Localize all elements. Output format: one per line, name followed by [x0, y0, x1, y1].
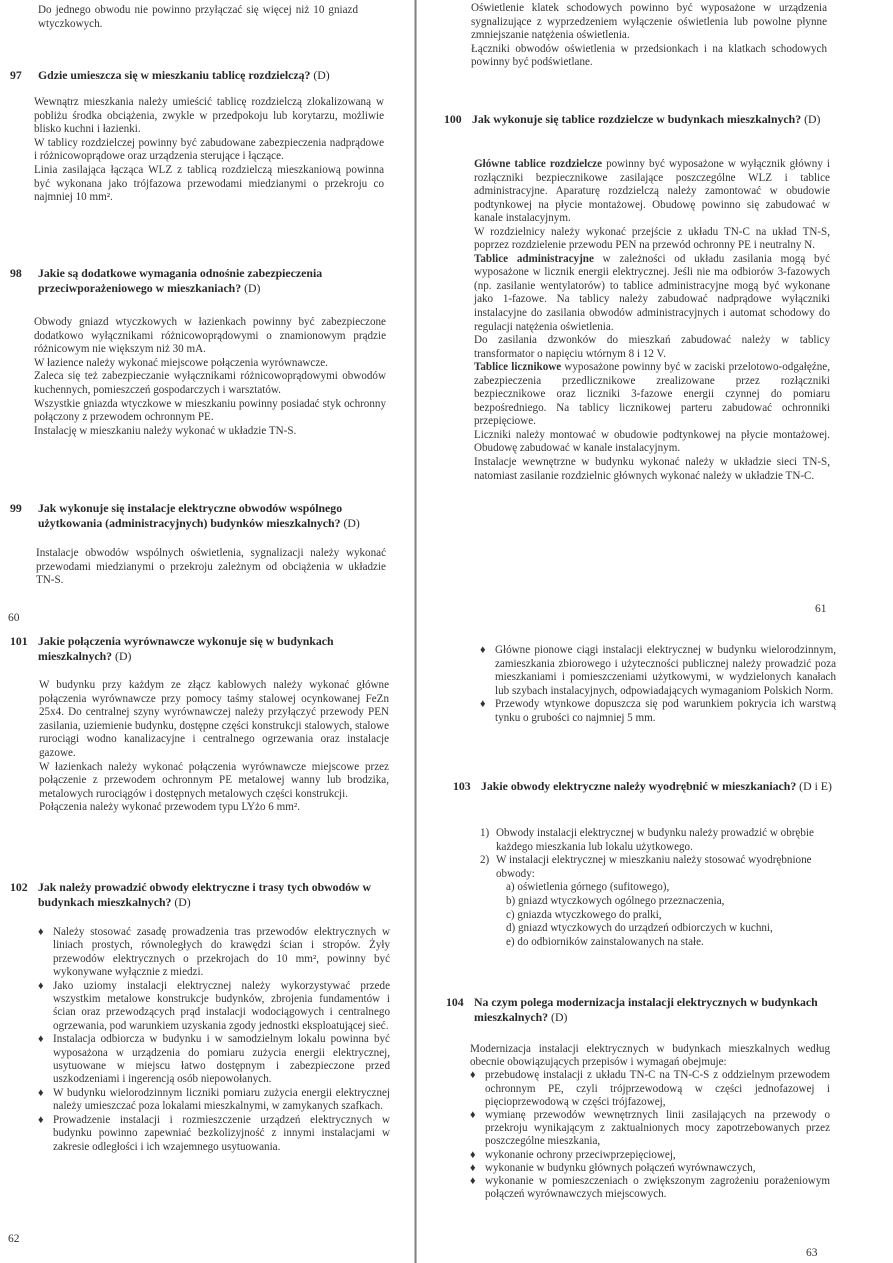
- answer-98: Obwody gniazd wtyczkowych w łazienkach powinny być zabezpieczone dodatkowo wyłącznikami różnicowoprądowymi o znamionowym prądzie różnicowym nie większym niż 30 mA. W łazience należy wykonać miejscowe połączenia wyrównawcze. Zaleca się też zabezpieczanie wyłącznikami różnicowoprądowymi obwodów kuchennych, pomieszczeń gospodarczych i warsztatów. Wszystkie gniazda wtyczkowe w mieszkaniu powinny posiadać styk ochronny połączony z przewodem ochronnym PE. Instalację w mieszkaniu należy wykonać w układzie TN-S.: [34, 316, 386, 437]
- question-number: 101: [10, 634, 28, 648]
- question-104: [446, 995, 834, 1024]
- page-number: 62: [8, 1233, 20, 1245]
- answer-104: Modernizacja instalacji elektrycznych w budynkach mieszkalnych według obecnie obowiązujących przepisów i wymagań obejmuje: ♦ przebudowę instalacji z układu TN-C na TN-C-S z oddzielnym przewodem ochronnym PE, czyli trójprzewodową w części jednofazowej i pięcioprzewodową w części trójfazowej, ♦ wymianę przewodów wewnętrznych linii zasilających na przewody o przekroju wynikającym z zaktualnionych mocy zapotrzebowanych przez poszczególne mieszkania, ♦ wykonanie ochrony przeciwprzepięciowej, ♦ wykonanie w budynku głównych połączeń wyrównawczych, ♦ wykonanie w pomieszczeniach o zwiększonym zagrożeniu porażeniowym połączeń wyrównawczych miejscowych.: [470, 1043, 830, 1201]
- question-level: (D): [804, 112, 821, 126]
- list-item: 2) W instalacji elektrycznej w mieszkaniu należy stosować wyodrębnione obwody:: [480, 854, 812, 880]
- question-text: Gdzie umieszcza się w mieszkaniu tablicę rozdzielczą?: [38, 68, 311, 82]
- question-number: 100: [444, 112, 462, 126]
- list-item: c) gniazda wtyczkowego do pralki,: [506, 908, 662, 921]
- list-item: e) do odbiorników zainstalowanych na stałe.: [506, 935, 704, 948]
- question-101: [10, 634, 390, 663]
- answer-97: Wewnątrz mieszkania należy umieścić tablicę rozdzielczą zlokalizowaną w pobliżu środka obciążenia, zwykle w przedpokoju lub korytarzu, możliwie blisko kuchni i łazienki. W tablicy rozdzielczej powinny być zabudowane zabezpieczenia nadprądowe i różnicowoprądowe oraz urządzenia sterujące i łączące. Linia zasilająca łącząca WLZ z tablicą rozdzielczą mieszkaniową powinna być wykonana jako trójfazowa przewodami miedzianymi o przekroju co najmniej 10 mm².: [34, 96, 384, 204]
- question-level: (D): [244, 280, 261, 295]
- answer-99: Instalacje obwodów wspólnych oświetlenia, sygnalizacji należy wykonać przewodami miedzianymi o przekroju zależnym od obciążenia w układzie TN-S.: [36, 547, 386, 587]
- list-item: ♦ wymianę przewodów wewnętrznych linii zasilających na przewody o przekroju wynikającym z zaktualnionych mocy zapotrzebowanych przez poszczególne mieszkania,: [470, 1109, 830, 1149]
- question-level: (D): [115, 648, 132, 663]
- question-99: [10, 501, 388, 530]
- answer-100: Główne tablice rozdzielcze powinny być wyposażone w wyłącznik główny i rozłączniki bezpiecznikowe zasilające poszczególne WLZ i tablice administracyjne. Aparaturę rozdzielczą należy zamontować w obudowie podtynkowej na płycie montażowej. Obudowę powinno się zabudować w kanale instalacyjnym. W rozdzielnicy należy wykonać przejście z układu TN-C na układ TN-S, poprzez rozdzielenie przewodu PEN na przewód ochronny PE i neutralny N. Tablice administracyjne w zależności od układu zasilania mogą być wyposażone w licznik energii elektrycznej. Jeśli nie ma odbiorów 3-fazowych (np. zasilanie wentylatorów) to tablice administracyjne mogą być wykonane jako 1-fazowe. Na tablicy należy zabudować nadprądowe wyłączniki instalacyjne do zasilania obwodów administracyjnych i automat schodowy do regulacji natężenia oświetlenia. Do zasilania dzwonków do mieszkań zabudować należy w tablicy transformator o napięciu wtórnym 8 i 12 V. Tablice licznikowe wyposażone powinny być w zaciski przelotowo-odgałęźne, zabezpieczenia przedlicznikowe zrealizowane przez rozłączniki bezpiecznikowe oraz liczniki 3-fazowe energii czynnej do pomiaru bezpośredniego. Na tablicy licznikowej parteru zabudować ochronniki przepięciowe. Liczniki należy montować w obudowie podtynkowej na płycie montażowej. Obudowę zabudować w kanale instalacyjnym. Instalacje wewnętrzne w budynku wykonać należy w układzie sieci TN-S, natomiast zasilanie rozdzielnic głównych wykonać należy w układzie TN-C.: [474, 158, 830, 482]
- question-98: [10, 266, 383, 295]
- question-number: 99: [10, 501, 22, 515]
- page-number: 60: [8, 612, 20, 624]
- continuation-text-60: Do jednego obwodu nie powinno przyłączać się więcej niż 10 gniazd wtyczkowych.: [38, 4, 358, 30]
- list-item: ♦ przebudowę instalacji z układu TN-C na TN-C-S z oddzielnym przewodem ochronnym PE, czyli trójprzewodową w części jednofazowej i pięcioprzewodową w części trójfazowej,: [470, 1069, 830, 1109]
- question-97: [10, 68, 378, 83]
- question-text: Na czym polega modernizacja instalacji elektrycznych w budynkach mieszkalnych?: [474, 995, 818, 1024]
- question-number: 98: [10, 266, 22, 280]
- question-level: (D i E): [799, 779, 832, 793]
- question-level: (D): [174, 894, 191, 909]
- question-number: 102: [10, 880, 28, 894]
- question-102: [10, 880, 390, 909]
- question-103: [453, 779, 837, 794]
- page-number: 61: [815, 603, 827, 615]
- continuation-text-61: Oświetlenie klatek schodowych powinno być wyposażone w urządzenia sygnalizujące z wyprzedzeniem wyłączenie oświetlenia lub powolne płynne zmniejszanie natężenia oświetlenia. Łączniki obwodów oświetlenia w przedsionkach i na klatkach schodowych powinny być podświetlane.: [471, 2, 827, 69]
- question-level: (D): [313, 68, 330, 82]
- question-level: (D): [343, 515, 360, 530]
- question-text: Jak wykonuje się tablice rozdzielcze w budynkach mieszkalnych?: [472, 112, 802, 126]
- question-text: Jak wykonuje się instalacje elektryczne obwodów wspólnego użytkowania (administracyjnych) budynków mieszkalnych?: [38, 501, 343, 530]
- list-item: ♦ wykonanie w pomieszczeniach o zwiększonym zagrożeniu porażeniowym połączeń wyrównawczych miejscowych.: [470, 1175, 830, 1201]
- question-number: 103: [453, 779, 471, 793]
- answer-101: W budynku przy każdym ze złącz kablowych należy wykonać główne połączenia wyrównawcze przy pomocy taśmy stalowej ocynkowanej FeZn 25x4. Do centralnej szyny wyrównawczej należy przyłączyć przewody PEN zasilania, uziemienie budynku, dostępne części konstrukcji stalowych, stalowe rurociągi wodno kanalizacyjne i centralnego ogrzewania oraz instalacje gazowe. W łazienkach należy wykonać połączenia wyrównawcze miejscowe przez połączenie z przewodem ochronnym PE metalowej wanny lub brodzika, metalowych rurociągów i dostępnych metalowych części konstrukcji. Połączenia należy wykonać przewodem typu LYżo 6 mm².: [39, 679, 389, 814]
- list-item: ♦ Należy stosować zasadę prowadzenia tras przewodów elektrycznych w liniach prostych, równoległych do krawędzi ścian i stropów. Żyły przewodów elektrycznych o przekrojach do 10 mm², powinny być wykonywane wyłącznie z miedzi.: [38, 926, 390, 980]
- question-number: 104: [446, 995, 464, 1009]
- answer-102-continued: [480, 644, 836, 726]
- list-item: ♦ Jako uziomy instalacji elektrycznej należy wykorzystywać przede wszystkim metalowe konstrukcje budynków, zbrojenia fundamentów i ścian oraz przewodzących prąd instalacji wodociągowych i centralnego ogrzewania, pod warunkiem uzyskania zgody jednostki eksploatującej sieć.: [38, 980, 390, 1034]
- list-item: ♦ wykonanie ochrony przeciwprzepięciowej,: [470, 1149, 830, 1162]
- question-level: (D): [551, 1009, 568, 1024]
- list-item: ♦ wykonanie w budynku głównych połączeń wyrównawczych,: [470, 1162, 830, 1175]
- list-item: ♦ Główne pionowe ciągi instalacji elektrycznej w budynku wielorodzinnym, zamieszkania zbiorowego i użyteczności publicznej należy prowadzić poza mieszkaniami i pomieszczeniami użytkowymi, w wydzielonych kanałach lub szybach instalacyjnych, odpowiadających wymaganiom Polskich Norm.: [480, 644, 836, 698]
- list-item: ♦ Przewody wtynkowe dopuszcza się pod warunkiem pokrycia ich warstwą tynku o grubości co najmniej 5 mm.: [480, 698, 836, 725]
- answer-102-bullets: [38, 926, 390, 1154]
- list-item: d) gniazd wtyczkowych do urządzeń odbiorczych w kuchni,: [506, 922, 773, 935]
- list-item: ♦ Prowadzenie instalacji i rozmieszczenie urządzeń elektrycznych w budynku powinno zapewniać bezkolizyjność z innymi instalacjami w zakresie odległości i ich wzajemnego usytuowania.: [38, 1114, 390, 1154]
- question-text: Jakie połączenia wyrównawcze wykonuje się w budynkach mieszkalnych?: [38, 634, 334, 663]
- list-item: 1) Obwody instalacji elektrycznej w budynku należy prowadzić w obrębie każdego mieszkania lub lokalu użytkowego.: [480, 827, 814, 853]
- page-fold: [414, 0, 417, 1263]
- list-item: a) oświetlenia górnego (sufitowego),: [506, 881, 670, 894]
- page-number: 63: [806, 1247, 818, 1259]
- list-item: ♦ W budynku wielorodzinnym liczniki pomiaru zużycia energii elektrycznej należy umieszczać poza lokalami mieszkalnymi, w zamykanych szafkach.: [38, 1087, 390, 1114]
- question-text: Jakie obwody elektryczne należy wyodrębnić w mieszkaniach?: [481, 779, 797, 793]
- list-item: b) gniazd wtyczkowych ogólnego przeznaczenia,: [506, 894, 725, 907]
- list-item: ♦ Instalacja odbiorcza w budynku i w samodzielnym lokalu powinna być wyposażona w urządzenia do pomiaru zużycia energii elektrycznej, usytuowane w miejscu łatwo dostępnym i zabezpieczone przed uszkodzeniami i ingerencją osób niepowołanych.: [38, 1033, 390, 1087]
- question-100: [444, 112, 832, 127]
- question-text: Jak należy prowadzić obwody elektryczne i trasy tych obwodów w budynkach mieszkalnych?: [38, 880, 372, 909]
- question-text: Jakie są dodatkowe wymagania odnośnie zabezpieczenia przeciwporażeniowego w mieszkaniach?: [38, 266, 323, 295]
- answer-103: [480, 827, 836, 949]
- question-number: 97: [10, 68, 22, 82]
